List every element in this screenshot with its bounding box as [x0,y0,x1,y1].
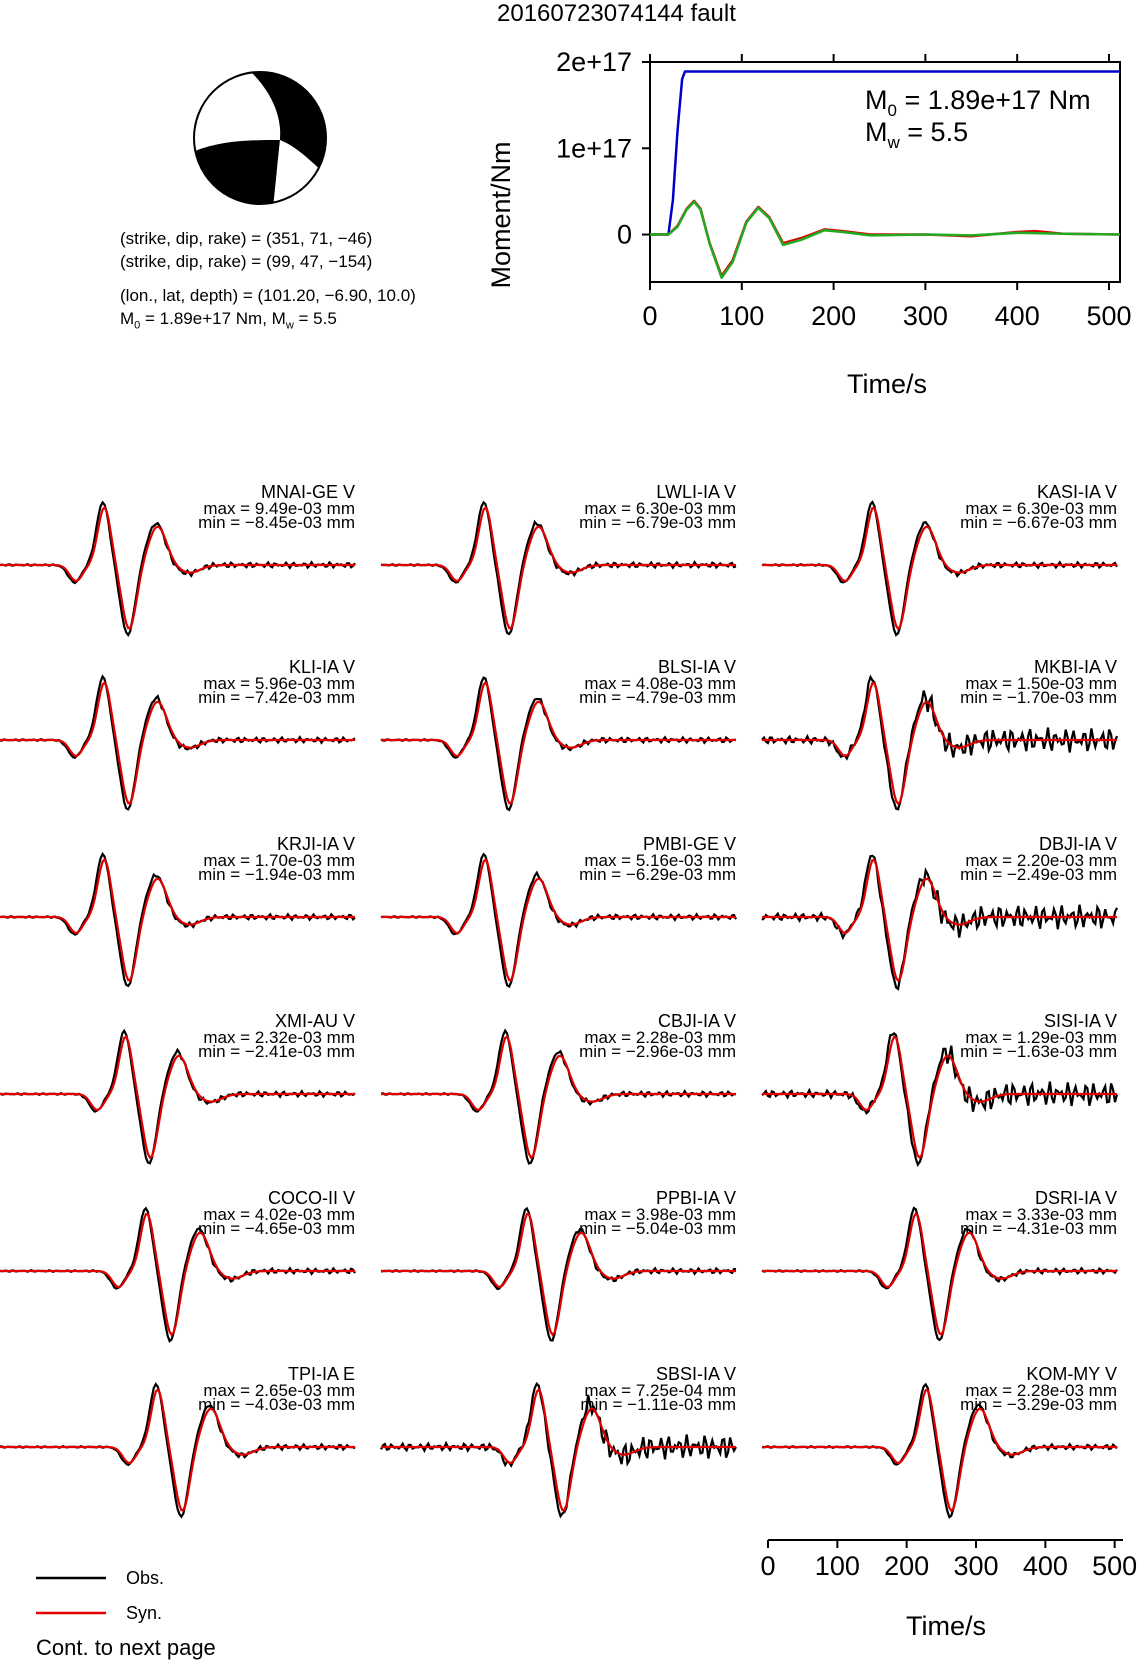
moment-series-moment-rate [650,201,1120,276]
footer-note: Cont. to next page [36,1635,216,1660]
waveform-station-label: MKBI-IA V [1033,657,1117,677]
waveform-grid [0,470,1139,1661]
moment-xtick-label: 300 [902,301,948,331]
fm-line-1: (strike, dip, rake) = (351, 71, −46) [120,229,373,248]
moment-ytick-label: 0 [616,219,632,250]
moment-ylabel: Moment/Nm [486,141,516,289]
waveform-max-label: max = 6.30e-03 mm [584,499,736,518]
waveform-axis-tick-label: 100 [814,1551,860,1581]
waveform-max-label: max = 1.70e-03 mm [203,851,355,870]
waveform-min-label: min = −5.04e-03 mm [579,1219,736,1238]
focal-mechanism-beachball [190,68,330,208]
waveform-station-label: LWLI-IA V [656,482,736,502]
fm-m0-prefix: M [120,309,135,328]
waveform-min-label: min = −6.79e-03 mm [579,513,736,532]
fm-line-2: (strike, dip, rake) = (99, 47, −154) [120,252,373,271]
moment-xtick-label: 200 [811,301,857,331]
fm-mw-sub: w [285,319,294,332]
waveform-max-label: max = 3.33e-03 mm [965,1205,1117,1224]
waveform-station-label: PMBI-GE V [642,834,736,854]
waveform-panel [0,1011,355,1163]
waveform-max-label: max = 3.98e-03 mm [584,1205,736,1224]
fm-mw-rest: = 5.5 [293,309,337,328]
waveform-station-label: DBJI-IA V [1038,834,1117,854]
moment-annot-m0 [865,85,1091,120]
waveform-axis-tick-label: 200 [884,1551,930,1581]
fm-line-4 [120,308,337,336]
waveform-panel [381,657,736,810]
waveform-station-label: BLSI-IA V [657,657,736,677]
legend-obs-label: Obs. [126,1568,165,1588]
legend-syn-label: Syn. [126,1603,163,1623]
moment-series-moment-rate-2 [650,202,1120,278]
waveform-max-label: max = 2.65e-03 mm [203,1381,355,1400]
moment-xtick-label: 400 [994,301,1040,331]
waveform-panel [381,834,736,987]
waveform-min-label: min = −4.31e-03 mm [960,1219,1117,1238]
waveform-station-label: SISI-IA V [1043,1011,1117,1031]
moment-ytick-label: 2e+17 [556,47,632,77]
waveform-max-label: max = 4.08e-03 mm [584,674,736,693]
moment-annot-mw-rest: = 5.5 [899,117,969,147]
moment-xtick-label: 0 [642,301,658,331]
waveform-panel [762,1364,1117,1517]
moment-xtick-label: 100 [719,301,765,331]
moment-annot-mw-prefix: M [865,117,888,147]
moment-xlabel: Time/s [847,369,927,399]
waveform-station-label: KASI-IA V [1036,482,1117,502]
waveform-max-label: max = 2.28e-03 mm [584,1028,736,1047]
waveform-min-label: min = −4.65e-03 mm [198,1219,355,1238]
waveform-min-label: min = −1.63e-03 mm [960,1042,1117,1061]
waveform-panel [762,1011,1117,1165]
waveform-panel [381,1188,736,1340]
waveform-panel [762,1188,1117,1340]
waveform-panel [0,1364,355,1517]
moment-annot-mw-sub: w [887,133,900,152]
waveform-min-label: min = −6.67e-03 mm [960,513,1117,532]
waveform-panel [381,1011,736,1163]
waveform-xlabel: Time/s [906,1611,986,1641]
fm-m0-rest: = 1.89e+17 Nm, M [140,309,286,328]
waveform-station-label: KLI-IA V [288,657,355,677]
waveform-max-label: max = 1.50e-03 mm [965,674,1117,693]
waveform-max-label: max = 2.20e-03 mm [965,851,1117,870]
waveform-max-label: max = 2.28e-03 mm [965,1381,1117,1400]
moment-annot-mw [865,117,968,152]
waveform-max-label: max = 2.32e-03 mm [203,1028,355,1047]
waveform-panel [381,482,736,634]
waveform-min-label: min = −1.11e-03 mm [580,1395,736,1414]
waveform-min-label: min = −4.79e-03 mm [579,688,736,707]
fm-m0-sub: 0 [134,319,141,332]
waveform-panel [762,834,1117,989]
waveform-panel [0,834,355,986]
moment-annot-m0-prefix: M [865,85,888,115]
waveform-min-label: min = −1.70e-03 mm [960,688,1117,707]
moment-annot-m0-rest: = 1.89e+17 Nm [896,85,1091,115]
waveform-panel [762,482,1117,635]
waveform-axis-tick-label: 300 [953,1551,999,1581]
waveform-panel [0,657,355,809]
waveform-station-label: DSRI-IA V [1034,1188,1117,1208]
waveform-station-label: XMI-AU V [274,1011,355,1031]
waveform-station-label: TPI-IA E [287,1364,355,1384]
waveform-min-label: min = −7.42e-03 mm [198,688,355,707]
waveform-station-label: KRJI-IA V [276,834,355,854]
waveform-max-label: max = 5.96e-03 mm [203,674,355,693]
waveform-max-label: max = 4.02e-03 mm [203,1205,355,1224]
waveform-max-label: max = 5.16e-03 mm [584,851,736,870]
waveform-station-label: PPBI-IA V [655,1188,736,1208]
waveform-min-label: min = −2.41e-03 mm [198,1042,355,1061]
waveform-station-label: KOM-MY V [1026,1364,1117,1384]
waveform-min-label: min = −6.29e-03 mm [579,865,736,884]
waveform-axis-tick-label: 400 [1022,1551,1068,1581]
moment-xtick-label: 500 [1086,301,1132,331]
waveform-min-label: min = −4.03e-03 mm [198,1395,355,1414]
waveform-panel [381,1364,736,1516]
fm-line-3: (lon., lat, depth) = (101.20, −6.90, 10.0) [120,286,416,305]
moment-chart [480,35,1139,405]
waveform-station-label: SBSI-IA V [655,1364,736,1384]
waveform-min-label: min = −8.45e-03 mm [198,513,355,532]
waveform-station-label: CBJI-IA V [657,1011,736,1031]
waveform-station-label: MNAI-GE V [260,482,355,502]
waveform-axis-tick-label: 500 [1092,1551,1138,1581]
moment-ytick-label: 1e+17 [556,133,632,164]
waveform-max-label: max = 6.30e-03 mm [965,499,1117,518]
moment-annot-m0-sub: 0 [887,101,897,120]
waveform-min-label: min = −3.29e-03 mm [960,1395,1117,1414]
waveform-axis-ticks [760,1540,1137,1581]
waveform-panel [762,657,1117,809]
legend [30,1565,230,1635]
waveform-min-label: min = −2.49e-03 mm [960,865,1117,884]
waveform-min-label: min = −2.96e-03 mm [579,1042,736,1061]
waveform-axis-tick-label: 0 [760,1551,776,1581]
waveform-panel [0,1188,355,1341]
waveform-max-label: max = 1.29e-03 mm [965,1028,1117,1047]
waveform-max-label: max = 7.25e-04 mm [584,1381,736,1400]
waveform-min-label: min = −1.94e-03 mm [198,865,355,884]
waveform-time-axis [760,1530,1139,1650]
waveform-station-label: COCO-II V [267,1188,355,1208]
waveform-panel [0,482,355,635]
waveform-max-label: max = 9.49e-03 mm [203,499,355,518]
page-title: 20160723074144 fault [497,0,736,27]
